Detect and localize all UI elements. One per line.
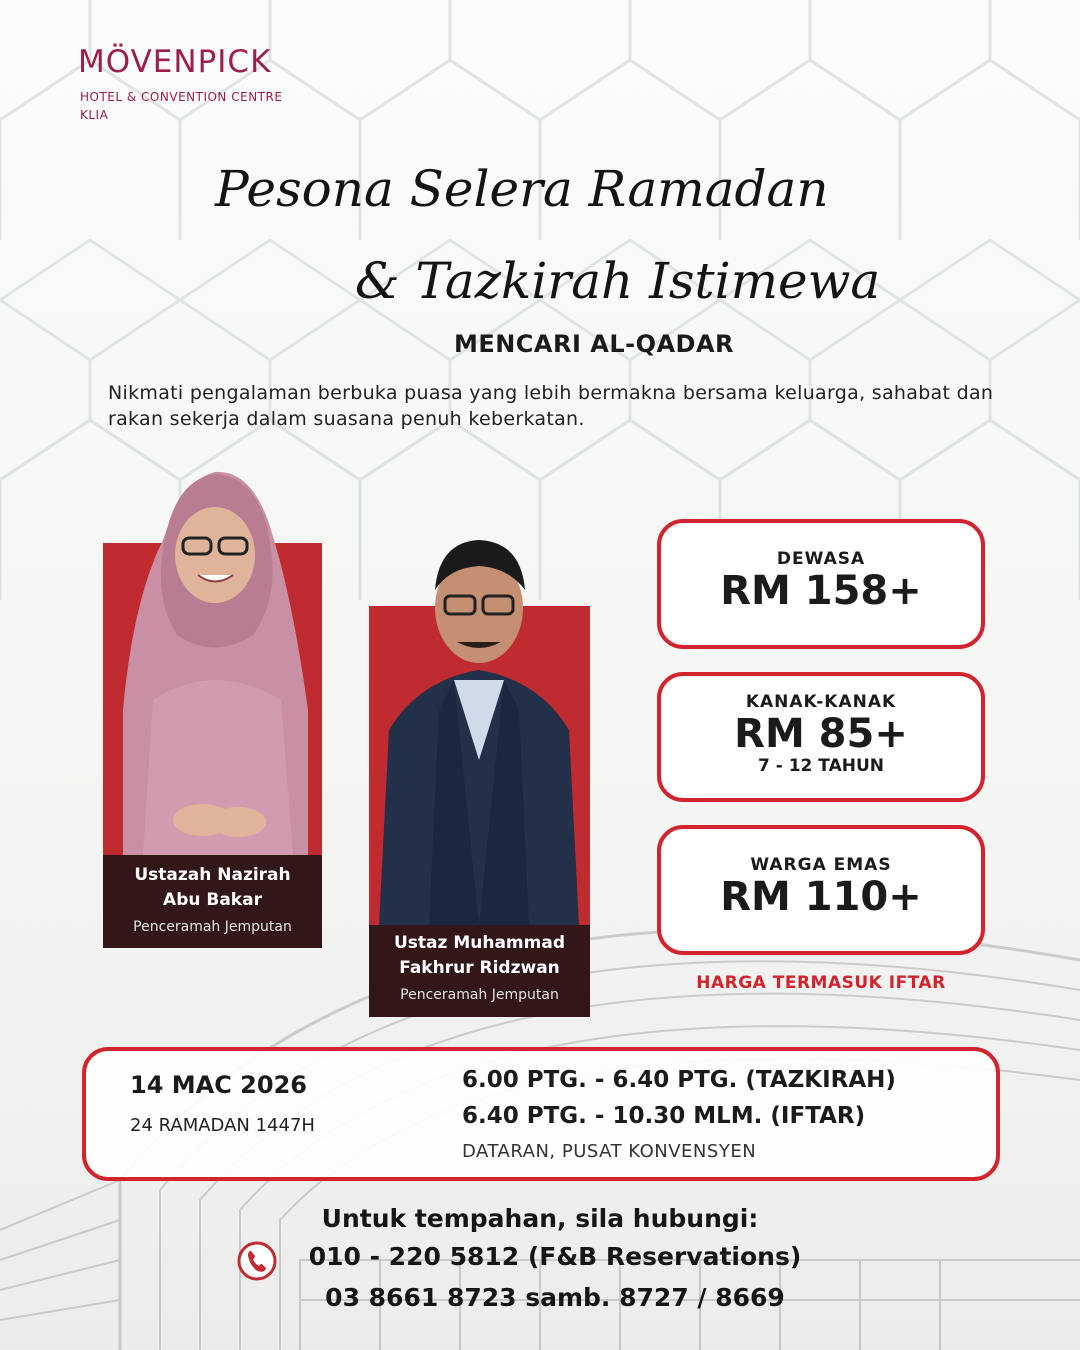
- event-time-iftar: 6.40 PTG. - 10.30 MLM. (IFTAR): [462, 1103, 866, 1129]
- speaker-1-role: Penceramah Jemputan: [133, 919, 292, 935]
- brand-logo: MÖVENPICK: [78, 44, 272, 80]
- speaker-2-name-line-2: Fakhrur Ridzwan: [399, 958, 560, 978]
- headline-line-2: & Tazkirah Istimewa: [355, 252, 881, 310]
- price-includes-note: HARGA TERMASUK IFTAR: [696, 973, 946, 993]
- event-date: 14 MAC 2026: [130, 1071, 307, 1099]
- price-value-senior: RM 110+: [720, 874, 922, 920]
- speaker-2-role: Penceramah Jemputan: [400, 987, 559, 1003]
- speaker-1-name-line-1: Ustazah Nazirah: [134, 865, 291, 885]
- headline-line-1: Pesona Selera Ramadan: [215, 160, 829, 218]
- speaker-1-name-line-2: Abu Bakar: [163, 890, 262, 910]
- contact-heading: Untuk tempahan, sila hubungi:: [321, 1204, 759, 1233]
- price-box-adult: [657, 519, 985, 649]
- event-details-box: [82, 1047, 1000, 1181]
- price-label-child: KANAK-KANAK: [745, 692, 897, 712]
- brand-line-1: HOTEL & CONVENTION CENTRE: [80, 90, 283, 104]
- brand-line-2: KLIA: [80, 108, 109, 122]
- speaker-1-caption: [103, 855, 322, 948]
- price-value-adult: RM 158+: [720, 568, 922, 614]
- brand-subtitle: [80, 88, 282, 124]
- contact-phone-1[interactable]: 010 - 220 5812 (F&B Reservations): [308, 1242, 802, 1271]
- contact-phone-2[interactable]: 03 8661 8723 samb. 8727 / 8669: [325, 1283, 785, 1312]
- speaker-2-caption: [369, 925, 590, 1017]
- price-label-senior: WARGA EMAS: [750, 855, 892, 875]
- price-value-child: RM 85+: [734, 711, 908, 757]
- price-box-senior: [657, 825, 985, 955]
- intro-text: Nikmati pengalaman berbuka puasa yang lebih bermakna bersama keluarga, sahabat dan rakan sekerja dalam suasana penuh keberkatan.: [108, 382, 994, 430]
- price-box-child: [657, 672, 985, 802]
- price-note-child-age: 7 - 12 TAHUN: [758, 756, 884, 776]
- speaker-2-name-line-1: Ustaz Muhammad: [394, 933, 565, 953]
- speaker-2-photo: [369, 530, 590, 925]
- event-hijri-date: 24 RAMADAN 1447H: [130, 1115, 315, 1136]
- event-time-tazkirah: 6.00 PTG. - 6.40 PTG. (TAZKIRAH): [462, 1067, 896, 1093]
- speaker-1-photo: [103, 460, 322, 855]
- price-label-adult: DEWASA: [776, 549, 866, 569]
- headline-subtitle: MENCARI AL-QADAR: [453, 330, 735, 358]
- event-venue: DATARAN, PUSAT KONVENSYEN: [462, 1141, 757, 1162]
